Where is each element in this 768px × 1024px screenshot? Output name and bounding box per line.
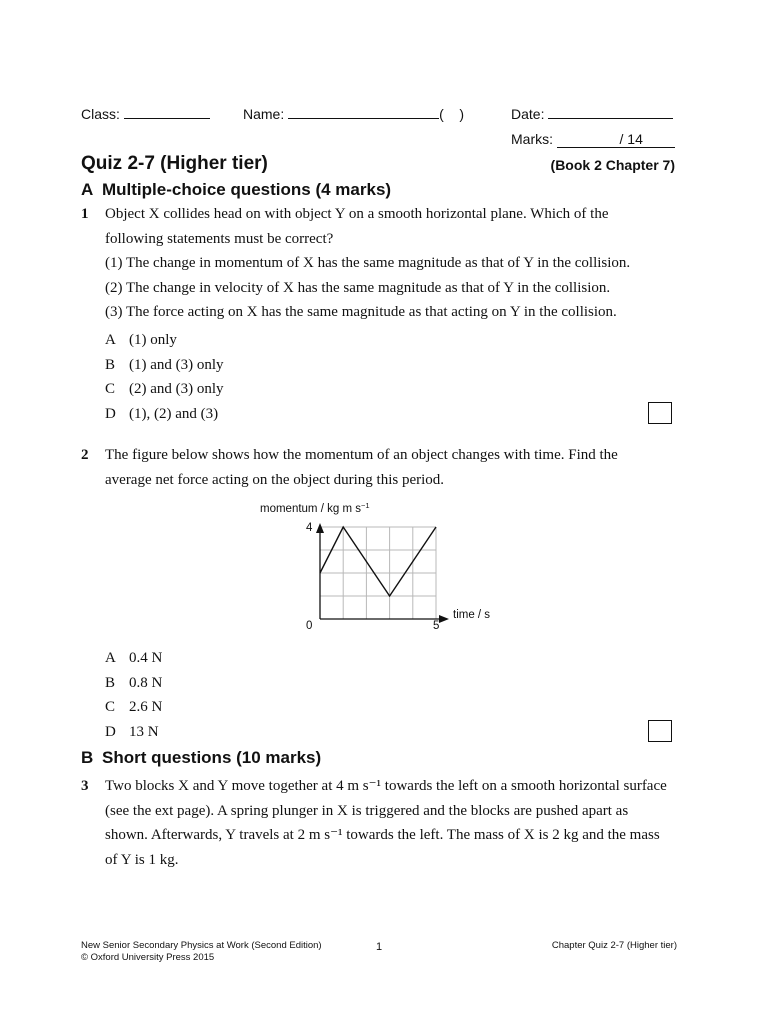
marks-blank[interactable] xyxy=(557,131,675,148)
footer-book-title: New Senior Secondary Physics at Work (Second Edition) xyxy=(81,940,322,951)
y-axis-label: momentum / kg m $s^{-1}$ xyxy=(260,501,370,515)
footer-right: Chapter Quiz 2-7 (Higher tier) xyxy=(551,940,677,951)
marks-field xyxy=(511,131,675,148)
q3-line4: of Y is 1 kg. xyxy=(105,851,179,868)
name-blank[interactable] xyxy=(288,104,439,119)
q1-option-c[interactable]: C (2) and (3) only xyxy=(105,381,224,397)
class-label: Class: xyxy=(81,106,120,122)
momentum-time-graph xyxy=(250,495,520,640)
q3-line1: Two blocks X and Y move together at 4 m s⁻¹ towards the left on a smooth horizontal surface xyxy=(105,778,667,794)
section-b-title: Short questions (10 marks) xyxy=(102,748,322,767)
q1-number: 1 xyxy=(81,206,89,222)
momentum-series-line xyxy=(320,527,436,596)
q2-line2: average net force acting on the object during this period. xyxy=(105,471,445,488)
q1-option-a[interactable]: A (1) only xyxy=(105,332,177,348)
marks-total: / 14 xyxy=(619,131,643,147)
page-number: 1 xyxy=(376,941,383,953)
x-tick-label-0: 0 xyxy=(306,620,313,632)
x-tick-label-5: 5 xyxy=(433,620,440,632)
q1-option-d[interactable]: D (1), (2) and (3) xyxy=(105,405,219,422)
class-blank[interactable] xyxy=(124,104,210,119)
q1-statement-2: (2) The change in velocity of X has the same magnitude as that of Y in the collision. xyxy=(105,279,611,296)
q1-line1: Object X collides head on with object Y on a smooth horizontal plane. Which of the xyxy=(105,206,609,222)
q1-stem xyxy=(105,202,685,325)
class-field xyxy=(81,104,210,122)
q3-line2: (see the ext page). A spring plunger in X is triggered and the blocks are pushed apart as xyxy=(105,802,629,819)
class-number-paren: ( ) xyxy=(439,106,465,122)
q2-answer-box[interactable] xyxy=(648,720,672,742)
section-b-letter: B xyxy=(81,748,94,767)
q1-line2: following statements must be correct? xyxy=(105,230,334,247)
q2-option-b[interactable]: B 0.8 N xyxy=(105,674,163,691)
q3-line3: shown. Afterwards, Y travels at 2 m s⁻¹ towards the left. The mass of X is 2 kg and the mass xyxy=(105,827,660,843)
q2-option-a[interactable]: A 0.4 N xyxy=(105,650,163,666)
q2-option-d[interactable]: D 13 N xyxy=(105,723,159,740)
q2-line1: The figure below shows how the momentum of an object changes with time. Find the xyxy=(105,447,618,463)
q1-option-b[interactable]: B (1) and (3) only xyxy=(105,356,224,373)
graph-grid xyxy=(320,527,436,619)
x-axis-arrow xyxy=(439,615,449,623)
q3-number: 3 xyxy=(81,778,89,794)
section-b-heading xyxy=(81,748,321,768)
q2-option-c[interactable]: C 2.6 N xyxy=(105,699,163,715)
q3-stem xyxy=(105,774,695,872)
name-field xyxy=(243,104,464,122)
date-field xyxy=(511,104,673,122)
q1-answer-box[interactable] xyxy=(648,402,672,424)
q1-statement-1: (1) The change in momentum of X has the same magnitude as that of Y in the collision. xyxy=(105,255,631,271)
footer-left xyxy=(81,940,322,964)
section-a-letter: A xyxy=(81,180,94,199)
q2-options xyxy=(105,646,162,744)
q1-options xyxy=(105,328,224,426)
section-a-heading xyxy=(81,180,391,200)
q2-stem xyxy=(105,443,685,492)
x-axis-label: time / s xyxy=(453,609,491,621)
quiz-title: Quiz 2-7 (Higher tier) xyxy=(81,153,268,174)
q2-number: 2 xyxy=(81,447,89,463)
q1-statement-3: (3) The force acting on X has the same magnitude as that acting on Y in the collision. xyxy=(105,304,617,320)
y-tick-label-4: 4 xyxy=(306,522,313,534)
marks-label: Marks: xyxy=(511,131,553,147)
book-reference: (Book 2 Chapter 7) xyxy=(550,157,675,173)
footer-copyright: © Oxford University Press 2015 xyxy=(81,952,215,963)
date-blank[interactable] xyxy=(548,104,673,119)
y-axis-arrow xyxy=(316,523,324,533)
section-a-title: Multiple-choice questions (4 marks) xyxy=(102,180,392,199)
date-label: Date: xyxy=(511,106,545,122)
name-label: Name: xyxy=(243,106,285,122)
